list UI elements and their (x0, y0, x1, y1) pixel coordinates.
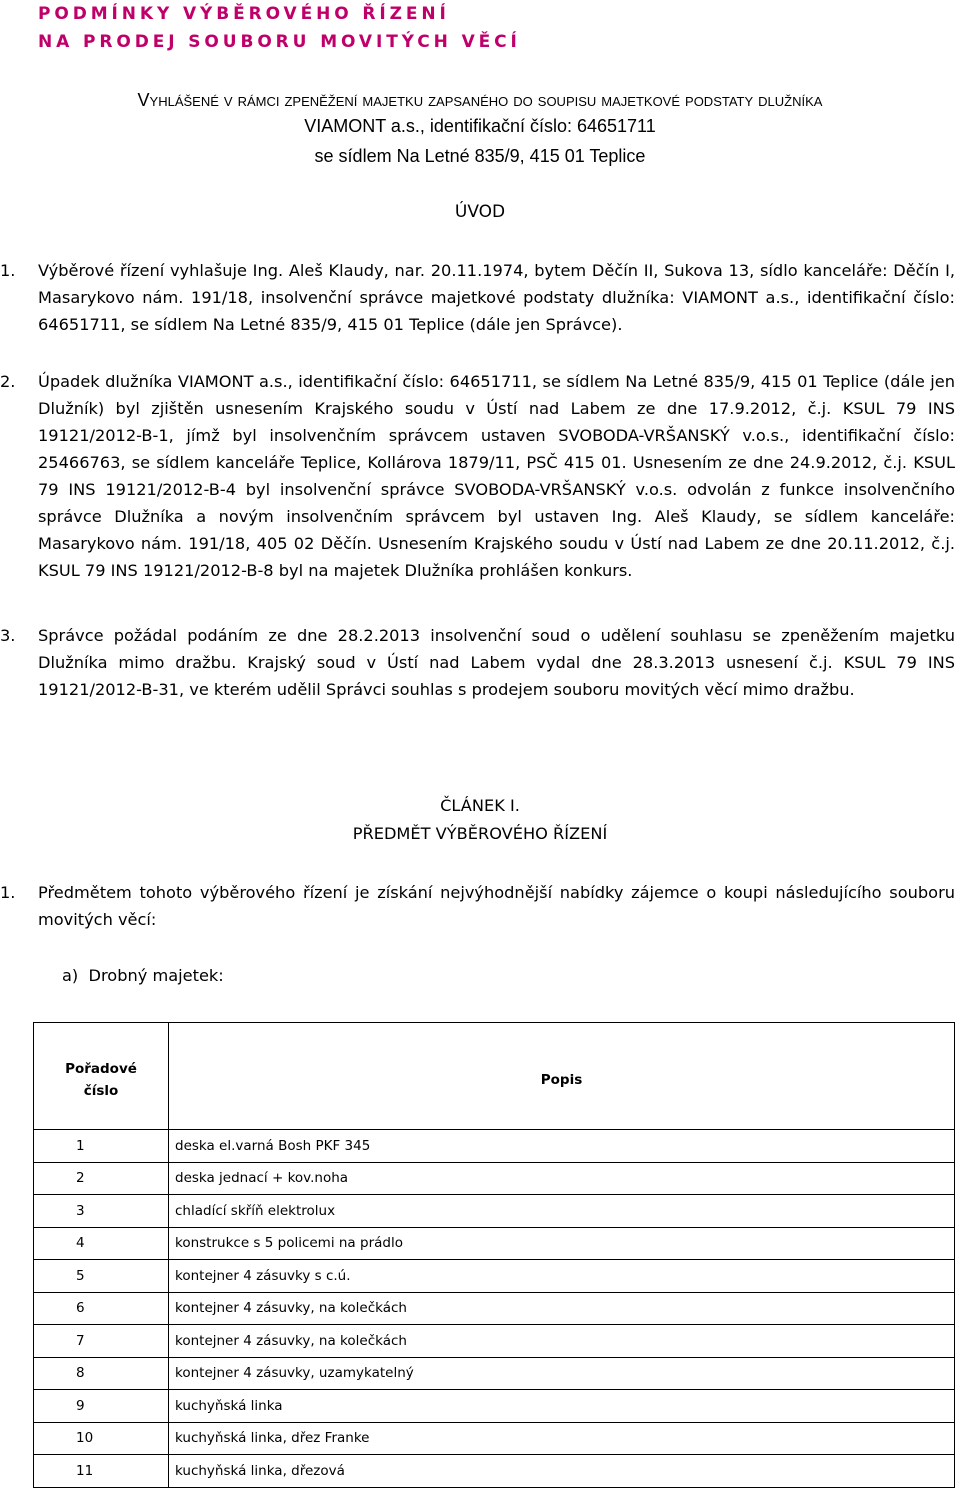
table-row (34, 1357, 955, 1390)
header-order-number (34, 1023, 169, 1130)
row-description: deska el.varná Bosh PKF 345 (169, 1130, 955, 1163)
row-description: chladící skříň elektrolux (169, 1195, 955, 1228)
subtitle-line3: se sídlem Na Letné 835/9, 415 01 Teplice (314, 146, 646, 166)
items-table (33, 1022, 955, 1488)
table-row (34, 1260, 955, 1293)
document-title-line2: NA PRODEJ SOUBORU MOVITÝCH VĚCÍ (38, 32, 521, 52)
intro-item-1-number: 1. (0, 261, 16, 280)
subtitle-line1: Vyhlášené v rámci zpeněžení majetku zapsaného do soupisu majetkové podstaty dlužníka (137, 90, 823, 110)
row-description: konstrukce s 5 policemi na prádlo (169, 1227, 955, 1260)
article1-item-1-text: Předmětem tohoto výběrového řízení je získání nejvýhodnější nabídky zájemce o koupi následujícího souboru movitých věcí: (38, 883, 955, 929)
row-description: kontejner 4 zásuvky, na kolečkách (169, 1292, 955, 1325)
row-description: deska jednací + kov.noha (169, 1162, 955, 1195)
row-number: 8 (34, 1357, 169, 1390)
row-description: kontejner 4 zásuvky s c.ú. (169, 1260, 955, 1293)
row-number: 3 (34, 1195, 169, 1228)
intro-item-1-text: Výběrové řízení vyhlašuje Ing. Aleš Klaudy, nar. 20.11.1974, bytem Děčín II, Sukova 13, sídlo kanceláře: Děčín I, Masarykovo nám. 191/18, insolvenční správce majetkové podstaty dlužníka: VIAMONT a.s., identifikační číslo: 64651711, se sídlem Na Letné 835/9, 415 01 Teplice (dále jen Správce). (38, 261, 955, 334)
row-number: 10 (34, 1422, 169, 1455)
row-number: 11 (34, 1455, 169, 1488)
intro-item-3-text: Správce požádal podáním ze dne 28.2.2013 insolvenční soud o udělení souhlasu se zpeněžením majetku Dlužníka mimo dražbu. Krajský soud v Ústí nad Labem vydal dne 28.3.2013 usnesení č.j. KSUL 79 INS 19121/2012-B-31, ve kterém udělil Správci souhlas s prodejem souboru movitých věcí mimo dražbu. (38, 626, 955, 699)
row-description: kuchyňská linka, dřezová (169, 1455, 955, 1488)
intro-item-2-number: 2. (0, 372, 16, 391)
table-row (34, 1162, 955, 1195)
subsection-a-label: a) Drobný majetek: (62, 966, 224, 985)
table-row (34, 1455, 955, 1488)
document-title-line1: PODMÍNKY VÝBĚROVÉHO ŘÍZENÍ (38, 4, 450, 24)
intro-item-2-text: Úpadek dlužníka VIAMONT a.s., identifikační číslo: 64651711, se sídlem Na Letné 835/9, 415 01 Teplice (dále jen Dlužník) byl zjištěn usnesením Krajského soudu v Ústí nad Labem ze dne 17.9.2012, č.j. KSUL 79 INS 19121/2012-B-1, jímž byl insolvenčním správcem ustaven SVOBODA-VRŠANSKÝ v.o.s., identifikační číslo: 25466763, se sídlem kanceláře Teplice, Kollárova 1879/11, PSČ 415 01. Usnesením ze dne 24.9.2012, č.j. KSUL 79 INS 19121/2012-B-4 byl insolvenční správce SVOBODA-VRŠANSKÝ v.o.s. odvolán z funkce insolvenčního správce Dlužníka a novým insolvenčním správcem byl ustaven Ing. Aleš Klaudy, se sídlem kanceláře: Masarykovo nám. 191/18, 405 02 Děčín. Usnesením Krajského soudu v Ústí nad Labem ze dne 20.11.2012, č.j. KSUL 79 INS 19121/2012-B-8 byl na majetek Dlužníka prohlášen konkurs. (38, 372, 955, 580)
row-number: 1 (34, 1130, 169, 1163)
article1-item-1-number: 1. (0, 883, 16, 902)
row-number: 2 (34, 1162, 169, 1195)
header-description: Popis (169, 1023, 955, 1130)
row-number: 9 (34, 1390, 169, 1423)
header-order-number-line2: číslo (83, 1083, 119, 1099)
table-row (34, 1130, 955, 1163)
article1-heading-line1: ČLÁNEK I. (440, 796, 520, 815)
row-description: kontejner 4 zásuvky, na kolečkách (169, 1325, 955, 1358)
table-row (34, 1390, 955, 1423)
row-number: 6 (34, 1292, 169, 1325)
intro-heading: ÚVOD (454, 202, 506, 222)
header-order-number-line1: Pořadové (65, 1061, 137, 1077)
row-description: kuchyňská linka (169, 1390, 955, 1423)
subtitle-line2: VIAMONT a.s., identifikační číslo: 64651711 (304, 116, 656, 136)
row-description: kuchyňská linka, dřez Franke (169, 1422, 955, 1455)
row-number: 5 (34, 1260, 169, 1293)
row-description: kontejner 4 zásuvky, uzamykatelný (169, 1357, 955, 1390)
table-header-row (34, 1023, 955, 1130)
table-row (34, 1325, 955, 1358)
row-number: 7 (34, 1325, 169, 1358)
intro-item-3-number: 3. (0, 626, 16, 645)
table-row (34, 1292, 955, 1325)
table-row (34, 1227, 955, 1260)
table-row (34, 1195, 955, 1228)
article1-heading-line2: PŘEDMĚT VÝBĚROVÉHO ŘÍZENÍ (352, 824, 608, 843)
row-number: 4 (34, 1227, 169, 1260)
